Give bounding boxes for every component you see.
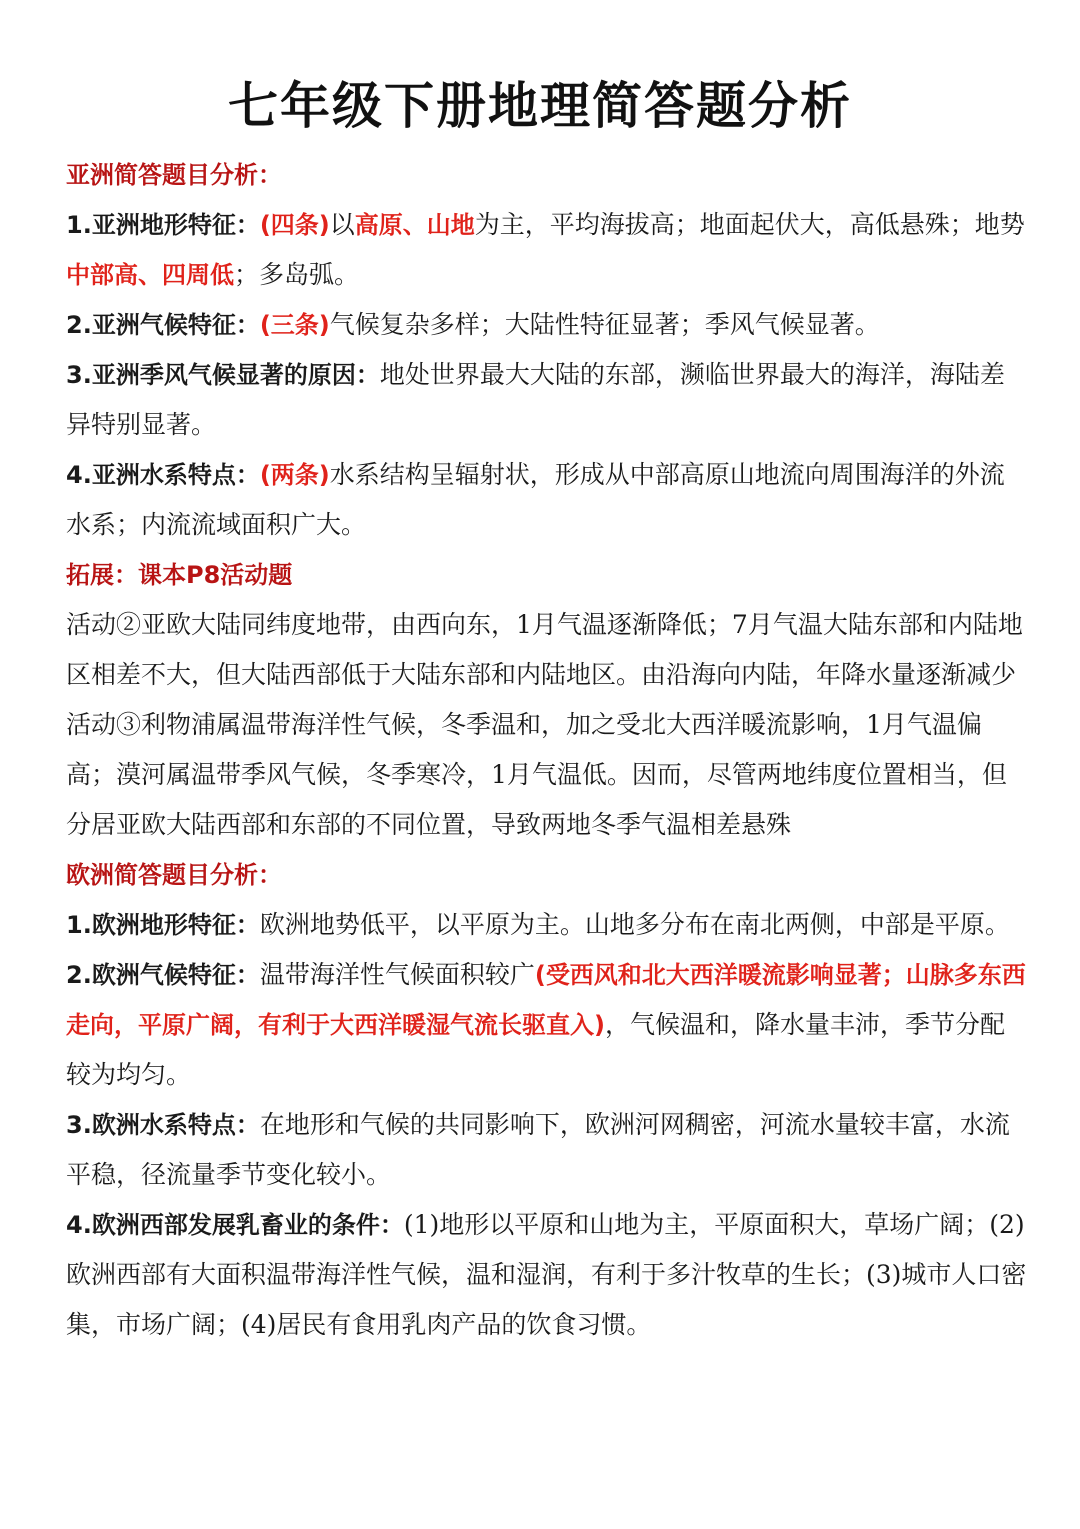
asia-q4-paragraph (66, 450, 1028, 550)
asia-q4-label: 4.亚洲水系特点： (66, 461, 260, 489)
asia-q2-text: 气候复杂多样；大陆性特征显著；季风气候显著。 (329, 310, 880, 339)
asia-q1-text-2: 为主，平均海拔高；地面起伏大，高低悬殊；地势 (474, 210, 1025, 239)
asia-q1-highlight-2: 中部高、四周低 (66, 261, 234, 289)
europe-q1-label: 1.欧洲地形特征： (66, 911, 260, 939)
asia-q1-text-3: ；多岛弧。 (234, 260, 360, 289)
europe-q2-text-1: 温带海洋性气候面积较广 (259, 960, 535, 989)
asia-q3-text: 地处世界最大大陆的东部，濒临世界最大的海洋，海陆差异特别显著。 (66, 360, 1005, 439)
asia-q2-paragraph (66, 300, 1028, 350)
asia-q4-text: 水系结构呈辐射状，形成从中部高原山地流向周围海洋的外流水系；内流流域面积广大。 (66, 460, 1005, 539)
document-body (66, 150, 1028, 1350)
asia-q1-count: (四条) (259, 211, 330, 239)
europe-q3-label: 3.欧洲水系特点： (66, 1111, 260, 1139)
europe-q1-text: 欧洲地势低平，以平原为主。山地多分布在南北两侧，中部是平原。 (259, 910, 1010, 939)
europe-q1-paragraph (66, 900, 1028, 950)
asia-q4-count: (两条) (259, 461, 330, 489)
asia-q1-paragraph (66, 200, 1028, 300)
asia-q1-text-1: 以 (329, 210, 355, 239)
europe-q4-text: (1)地形以平原和山地为主，平原面积大，草场广阔；(2)欧洲西部有大面积温带海洋性气候，温和湿润，有利于多汁牧草的生长；(3)城市人口密集，市场广阔；(4)居民有食用乳肉产品的饮食习惯。 (66, 1210, 1027, 1339)
page-title: 七年级下册地理简答题分析 (228, 77, 852, 135)
europe-q2-highlight: (受西风和北大西洋暖流影响显著；山脉多东西走向，平原广阔，有利于大西洋暖湿气流长驱直入) (66, 961, 1026, 1039)
asia-q3-label: 3.亚洲季风气候显著的原因： (66, 361, 380, 389)
europe-q4-paragraph (66, 1200, 1028, 1350)
europe-q2-label: 2.欧洲气候特征： (66, 961, 260, 989)
europe-q3-paragraph (66, 1100, 1028, 1200)
extension-heading: 拓展：课本P8活动题 (66, 561, 293, 589)
europe-q2-paragraph (66, 950, 1028, 1100)
asia-q3-paragraph (66, 350, 1028, 450)
europe-section-heading: 欧洲简答题目分析： (66, 861, 282, 889)
asia-q1-highlight-1: 高原、山地 (354, 211, 475, 239)
asia-q2-count: (三条) (259, 311, 330, 339)
europe-q2-text-2: ，气候温和，降水量丰沛，季节分配较为均匀。 (66, 1010, 1005, 1089)
europe-q4-label: 4.欧洲西部发展乳畜业的条件： (66, 1211, 404, 1239)
extension-paragraph: 活动②亚欧大陆同纬度地带，由西向东，1月气温逐渐降低；7月气温大陆东部和内陆地区相差不大，但大陆西部低于大陆东部和内陆地区。由沿海向内陆，年降水量逐渐减少活动③利物浦属温带海洋性气候，冬季温和，加之受北大西洋暖流影响，1月气温偏高；漠河属温带季风气候，冬季寒冷，1月气温低。因而，尽管两地纬度位置相当，但分居亚欧大陆西部和东部的不同位置，导致两地冬季气温相差悬殊 (66, 610, 1023, 839)
asia-q2-label: 2.亚洲气候特征： (66, 311, 260, 339)
asia-q1-label: 1.亚洲地形特征： (66, 211, 260, 239)
asia-section-heading: 亚洲简答题目分析： (66, 161, 282, 189)
europe-q3-text: 在地形和气候的共同影响下，欧洲河网稠密，河流水量较丰富，水流平稳，径流量季节变化较小。 (66, 1110, 1010, 1189)
